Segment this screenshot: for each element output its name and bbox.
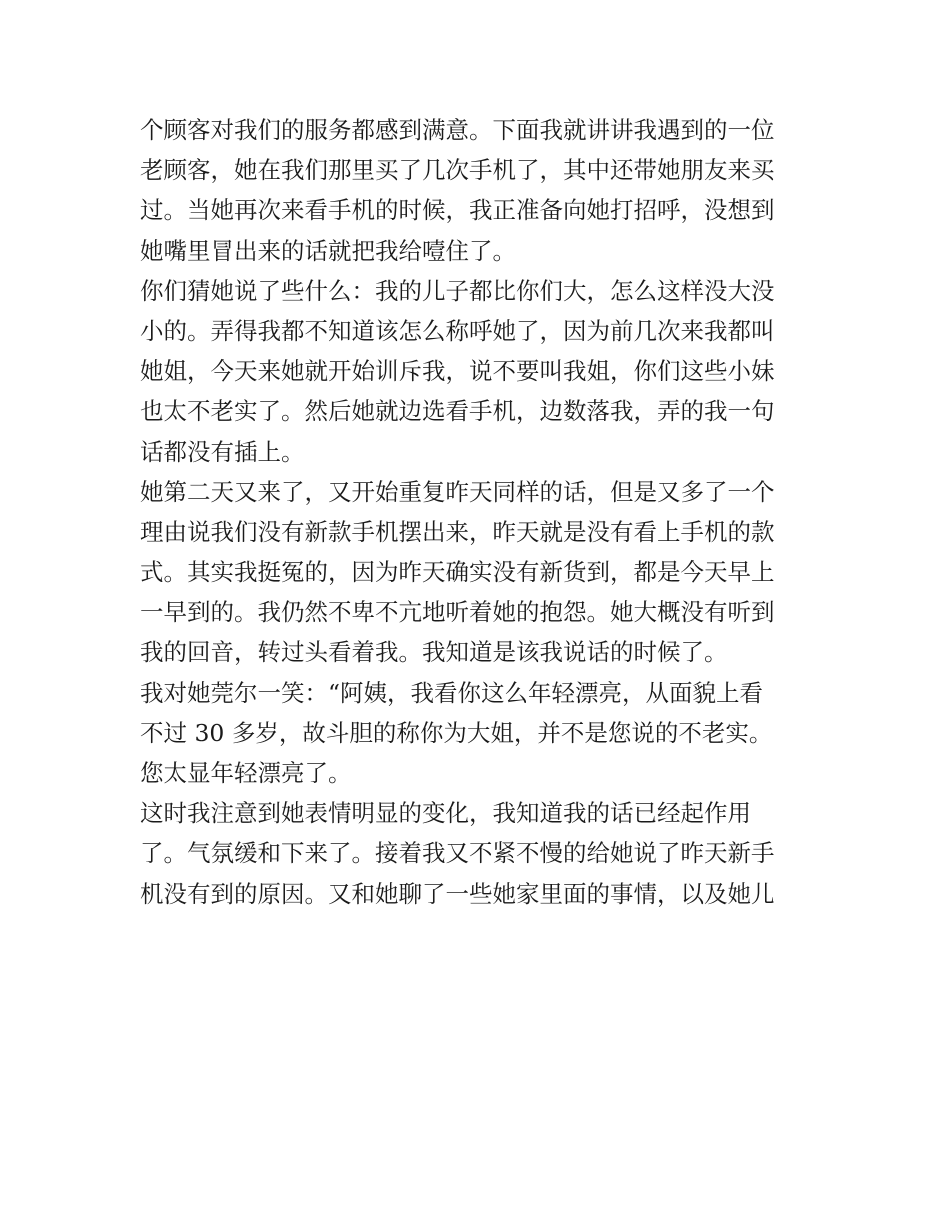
document-body: [140, 110, 820, 914]
text-line: 也太不老实了。然后她就边选看手机，边数落我，弄的我一句: [140, 397, 775, 426]
text-line: 过。当她再次来看手机的时候，我正准备向她打招呼，没想到: [140, 196, 775, 225]
text-line: 我对她莞尔一笑：“阿姨，我看你这么年轻漂亮，从面貌上看: [140, 678, 764, 707]
text-line: 了。气氛缓和下来了。接着我又不紧不慢的给她说了昨天新手: [140, 839, 775, 868]
text-line: 你们猜她说了些什么：我的儿子都比你们大，怎么这样没大没: [140, 276, 775, 305]
text-line: 您太显年轻漂亮了。: [140, 759, 352, 787]
text-line: 她嘴里冒出来的话就把我给噎住了。: [140, 236, 516, 265]
text-line: 话都没有插上。: [140, 437, 305, 466]
text-line: 我的回音，转过头看着我。我知道是该我说话的时候了。: [140, 638, 728, 667]
text-line: 式。其实我挺冤的，因为昨天确实没有新货到，都是今天早上: [140, 558, 775, 587]
text-line: 机没有到的原因。又和她聊了一些她家里面的事情，以及她儿: [140, 879, 775, 908]
text-line: 理由说我们没有新款手机摆出来，昨天就是没有看上手机的款: [140, 517, 775, 546]
text-line: 个顾客对我们的服务都感到满意。下面我就讲讲我遇到的一位: [140, 116, 775, 144]
text-line: 一早到的。我仍然不卑不亢地听着她的抱怨。她大概没有听到: [140, 598, 775, 627]
text-line: 她姐，今天来她就开始训斥我，说不要叫我姐，你们这些小妹: [140, 357, 775, 386]
text-line: 她第二天又来了，又开始重复昨天同样的话，但是又多了一个: [140, 477, 775, 506]
text-line: 这时我注意到她表情明显的变化，我知道我的话已经起作用: [140, 799, 751, 828]
text-line: 小的。弄得我都不知道该怎么称呼她了，因为前几次来我都叫: [140, 316, 775, 345]
text-line: 老顾客，她在我们那里买了几次手机了，其中还带她朋友来买: [140, 156, 775, 185]
text-line: 不过 30 多岁，故斗胆的称你为大姐，并不是您说的不老实。: [140, 718, 773, 747]
